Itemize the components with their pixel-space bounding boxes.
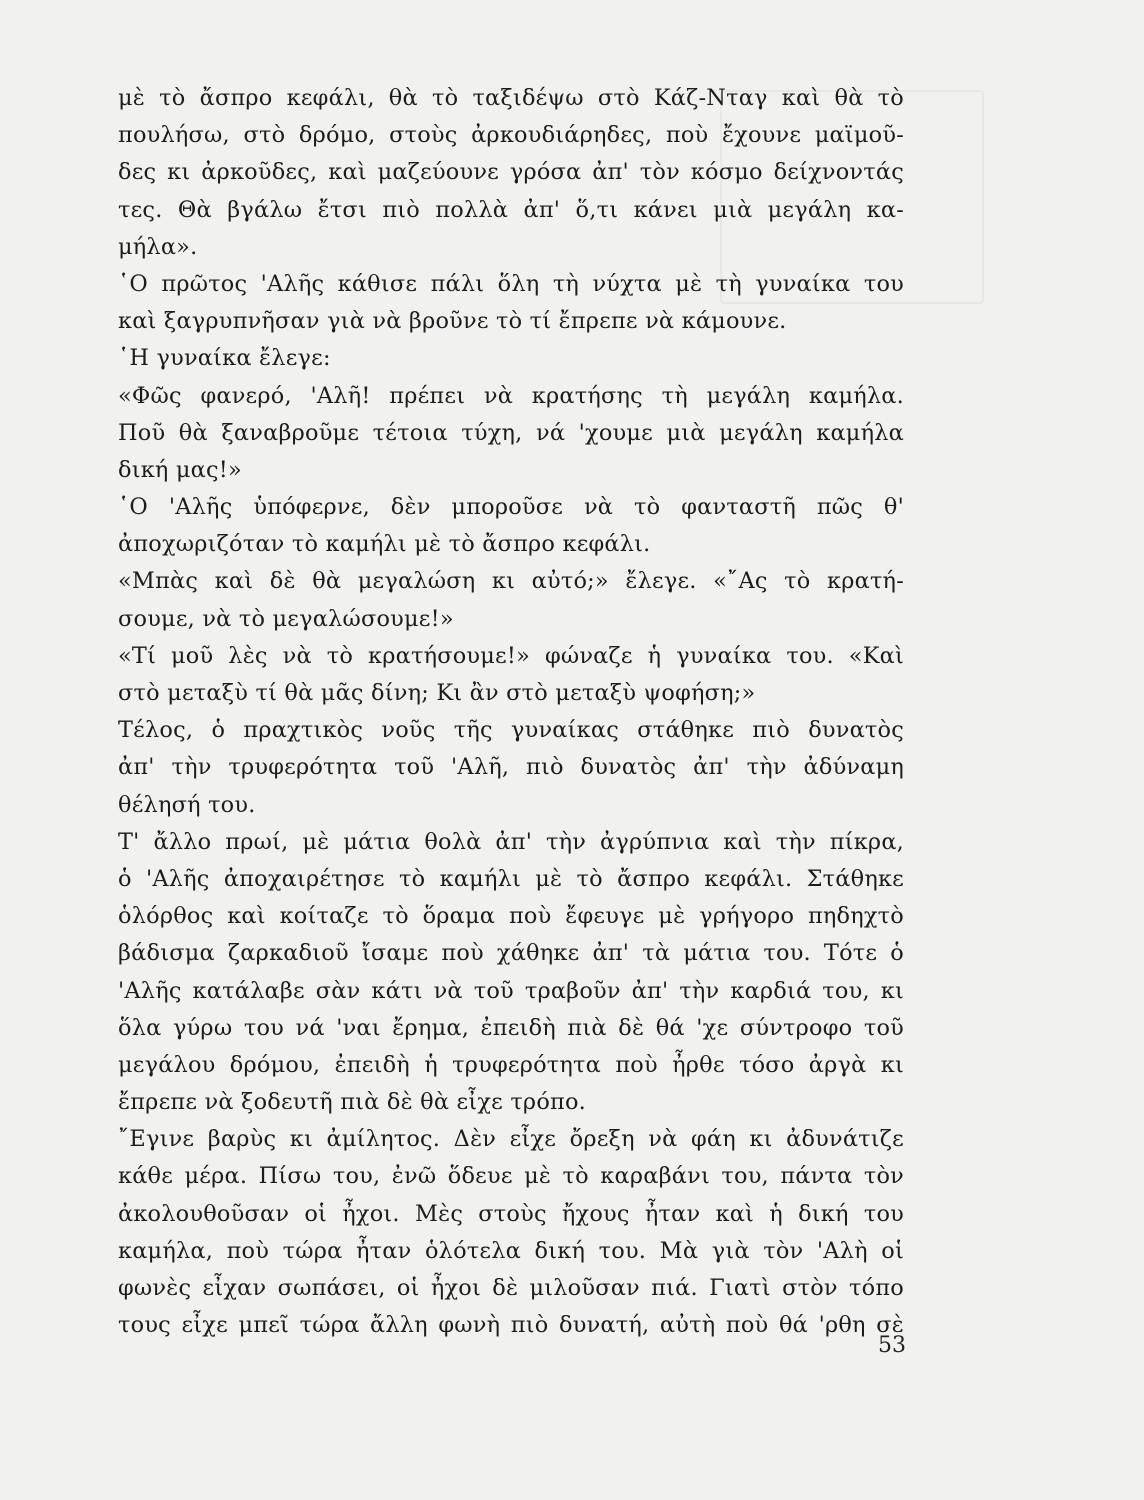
text-line: «Μπὰς καὶ δὲ θὰ μεγαλώση κι αὐτό;» ἔλεγε. «῎Ας τὸ κρατή- xyxy=(118,568,904,595)
text-line: φωνὲς εἶχαν σωπάσει, οἱ ἦχοι δὲ μιλοῦσαν πιά. Γιατὶ στὸν τόπο xyxy=(118,1275,904,1301)
text-line: μήλα». xyxy=(118,233,198,260)
text-line: ῾Ο πρῶτος 'Αλῆς κάθισε πάλι ὅλη τὴ νύχτα μὲ τὴ γυναίκα του xyxy=(118,270,904,297)
text-line: ἀκολουθοῦσαν οἱ ἦχοι. Μὲς στοὺς ἤχους ἦταν καὶ ἡ δική του xyxy=(118,1200,904,1227)
text-line: καὶ ξαγρυπνῆσαν γιὰ νὰ βροῦνε τὸ τί ἔπρεπε νὰ κάμουνε. xyxy=(118,308,787,335)
text-line: τες. Θὰ βγάλω ἔτσι πιὸ πολλὰ ἀπ' ὅ,τι κάνει μιὰ μεγάλη κα- xyxy=(118,196,904,223)
text-line: Τ' ἄλλο πρωί, μὲ μάτια θολὰ ἀπ' τὴν ἀγρύπνια καὶ τὴν πίκρα, xyxy=(118,828,904,855)
text-line: 'Αλῆς κατάλαβε σὰν κάτι νὰ τοῦ τραβοῦν ἀπ' τὴν καρδιά του, κι xyxy=(118,977,904,1004)
text-line: πουλήσω, στὸ δρόμο, στοὺς ἀρκουδιάρηδες, ποὺ ἔχουνε μαϊμοῦ- xyxy=(118,122,904,149)
text-line: ῾Η γυναίκα ἔλεγε: xyxy=(118,345,331,372)
text-line: ἔπρεπε νὰ ξοδευτῆ πιὰ δὲ θὰ εἶχε τρόπο. xyxy=(118,1089,587,1116)
text-line: τους εἶχε μπεῖ τώρα ἄλλη φωνὴ πιὸ δυνατή, αὐτὴ ποὺ θά 'ρθη σὲ xyxy=(118,1312,904,1339)
text-line: ὁ 'Αλῆς ἀποχαιρέτησε τὸ καμήλι μὲ τὸ ἄσπρο κεφάλι. Στάθηκε xyxy=(118,865,904,892)
text-line: δες κι ἀρκοῦδες, καὶ μαζεύουνε γρόσα ἀπ' τὸν κόσμο δείχνοντάς xyxy=(118,159,904,186)
text-line: Τέλος, ὁ πραχτικὸς νοῦς τῆς γυναίκας στάθηκε πιὸ δυνατὸς xyxy=(118,717,904,744)
page-number: 53 xyxy=(878,1333,906,1358)
text-line: «Φῶς φανερό, 'Αλῆ! πρέπει νὰ κρατήσης τὴ μεγάλη καμήλα. xyxy=(118,382,904,409)
page-body-text xyxy=(118,80,904,1344)
text-line: μὲ τὸ ἄσπρο κεφάλι, θὰ τὸ ταξιδέψω στὸ Κάζ-Νταγ καὶ θὰ τὸ xyxy=(118,85,904,111)
text-line: καμήλα, ποὺ τώρα ἦταν ὁλότελα δική του. Μὰ γιὰ τὸν 'Αλὴ οἱ xyxy=(118,1237,904,1264)
text-line: «Τί μοῦ λὲς νὰ τὸ κρατήσουμε!» φώναζε ἡ γυναίκα του. «Καὶ xyxy=(118,642,904,669)
text-line: ὁλόρθος καὶ κοίταζε τὸ ὅραμα ποὺ ἔφευγε μὲ γρήγορο πηδηχτὸ xyxy=(118,903,904,930)
text-line: ῾Ο 'Αλῆς ὑπόφερνε, δὲν μποροῦσε νὰ τὸ φανταστῆ πῶς θ' xyxy=(118,494,904,521)
text-line: θέλησή του. xyxy=(118,791,256,818)
text-line: μεγάλου δρόμου, ἐπειδὴ ἡ τρυφερότητα ποὺ ἦρθε τόσο ἀργὰ κι xyxy=(118,1051,904,1078)
text-line: ῎Εγινε βαρὺς κι ἀμίλητος. Δὲν εἶχε ὄρεξη νὰ φάη κι ἀδυνάτιζε xyxy=(118,1126,904,1153)
text-line: ἀπ' τὴν τρυφερότητα τοῦ 'Αλῆ, πιὸ δυνατὸς ἀπ' τὴν ἀδύναμη xyxy=(118,754,904,781)
text-line: Ποῦ θὰ ξαναβροῦμε τέτοια τύχη, νά 'χουμε μιὰ μεγάλη καμήλα xyxy=(118,419,904,446)
text-line: δική μας!» xyxy=(118,456,242,483)
text-line: στὸ μεταξὺ τί θὰ μᾶς δίνη; Κι ἂν στὸ μεταξὺ ψοφήση;» xyxy=(118,680,756,706)
text-line: ὅλα γύρω του νά 'ναι ἔρημα, ἐπειδὴ πιὰ δὲ θά 'χε σύντροφο τοῦ xyxy=(118,1014,904,1041)
text-line: κάθε μέρα. Πίσω του, ἐνῶ ὅδευε μὲ τὸ καραβάνι του, πάντα τὸν xyxy=(118,1163,904,1190)
text-line: ἀποχωριζόταν τὸ καμήλι μὲ τὸ ἄσπρο κεφάλι. xyxy=(118,531,651,558)
text-line: βάδισμα ζαρκαδιοῦ ἴσαμε ποὺ χάθηκε ἀπ' τὰ μάτια του. Τότε ὁ xyxy=(118,940,904,967)
text-line: σουμε, νὰ τὸ μεγαλώσουμε!» xyxy=(118,605,454,632)
